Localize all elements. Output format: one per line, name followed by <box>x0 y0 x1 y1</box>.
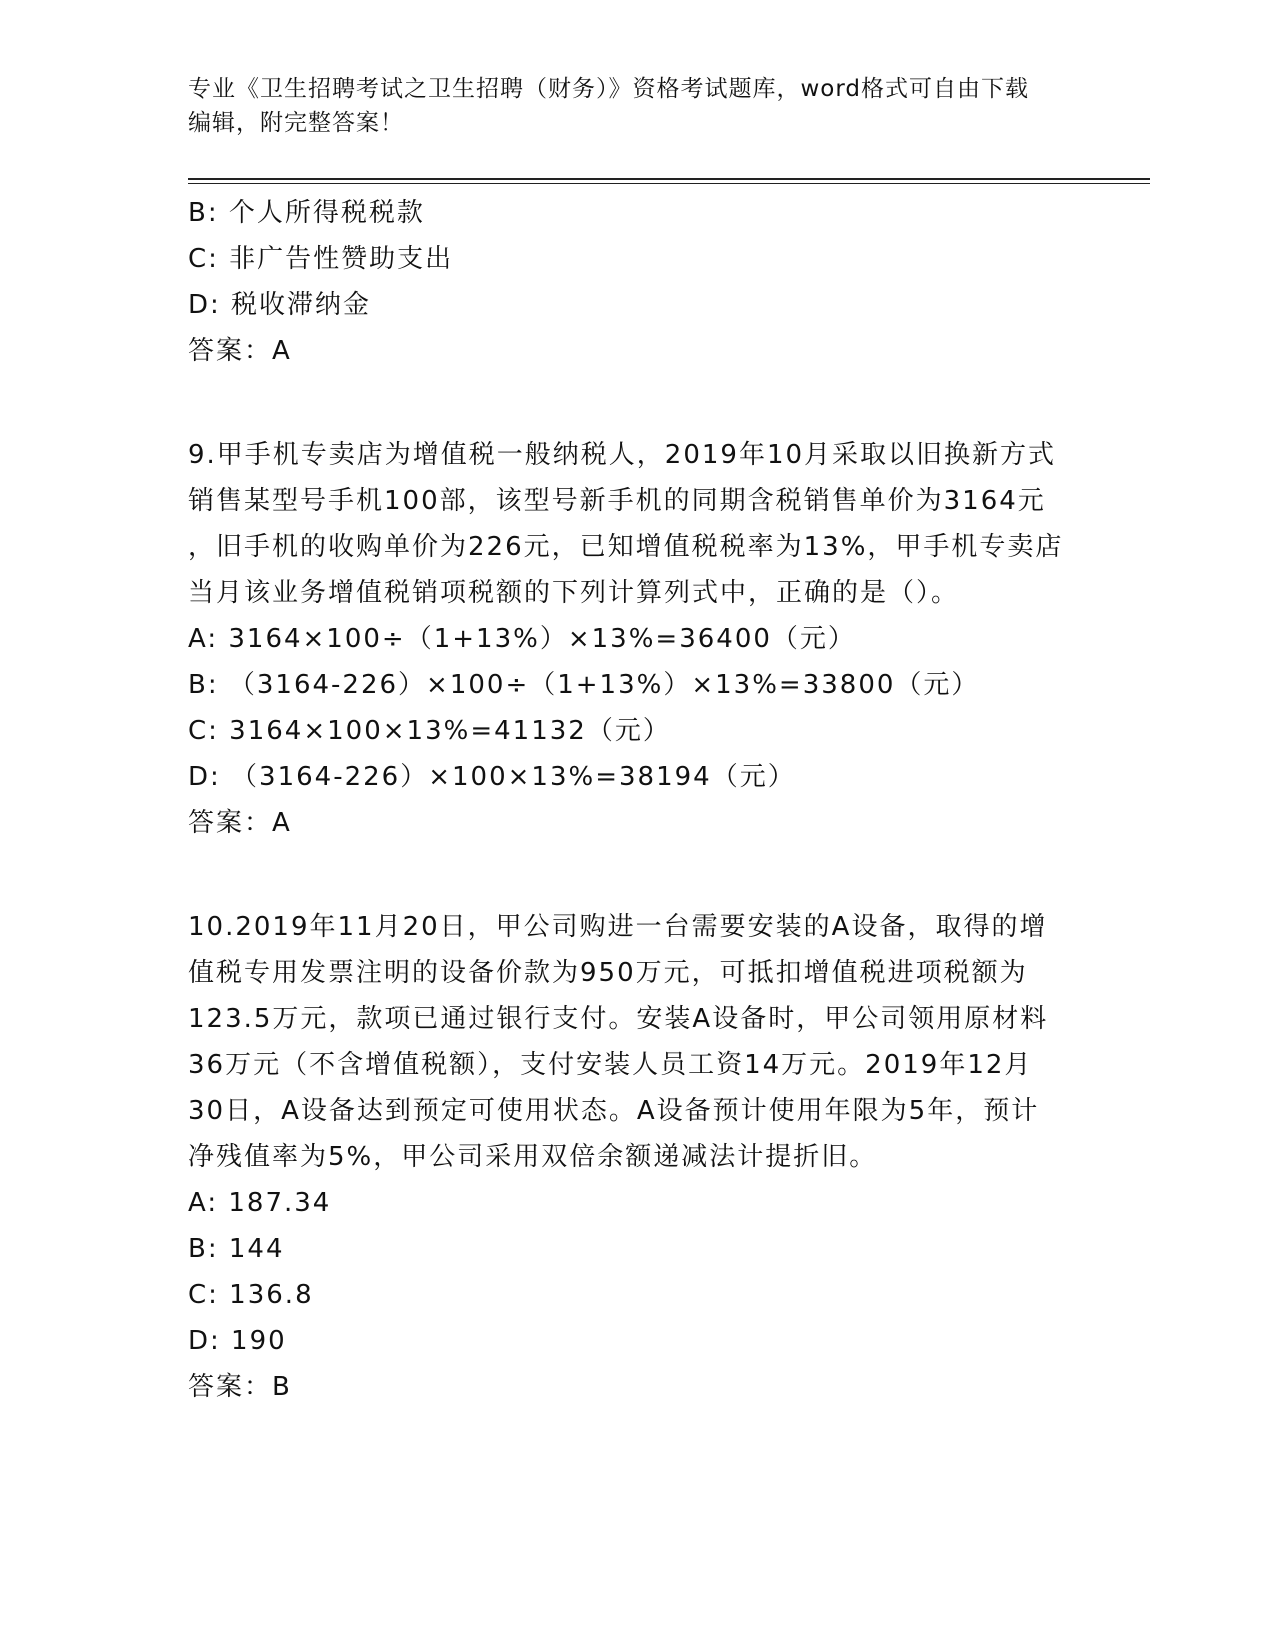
question-9 <box>188 432 1078 846</box>
option-c: C: 非广告性赞助支出 <box>188 244 454 274</box>
option-a: A: 3164×100÷（1+13%）×13%=36400（元） <box>188 624 856 654</box>
option-b: B: 个人所得税税款 <box>188 198 425 228</box>
answer: 答案：B <box>188 1372 292 1402</box>
spacer <box>188 846 1078 904</box>
header-divider <box>188 178 1150 180</box>
question-8 <box>188 190 1078 374</box>
question-text-line: 净残值率为5%，甲公司采用双倍余额递减法计提折旧。 <box>188 1142 878 1172</box>
option-b: B: 144 <box>188 1234 285 1264</box>
option-c: C: 3164×100×13%=41132（元） <box>188 716 671 746</box>
question-text-line: 当月该业务增值税销项税额的下列计算列式中，正确的是（）。 <box>188 578 960 608</box>
option-c: C: 136.8 <box>188 1280 314 1310</box>
document-body <box>188 190 1078 1410</box>
header-line-1: 专业《卫生招聘考试之卫生招聘（财务）》资格考试题库，word格式可自由下载 <box>188 76 1030 102</box>
question-text-line: 30日，A设备达到预定可使用状态。A设备预计使用年限为5年，预计 <box>188 1096 1040 1126</box>
question-text-line: 9.甲手机专卖店为增值税一般纳税人，2019年10月采取以旧换新方式 <box>188 440 1057 470</box>
answer: 答案：A <box>188 808 292 838</box>
option-a: A: 187.34 <box>188 1188 332 1218</box>
header-divider-thin <box>188 183 1150 184</box>
document-header <box>188 72 1068 140</box>
question-text-line: 36万元（不含增值税额），支付安装人员工资14万元。2019年12月 <box>188 1050 1033 1080</box>
question-text-line: 销售某型号手机100部，该型号新手机的同期含税销售单价为3164元 <box>188 486 1046 516</box>
option-b: B: （3164-226）×100÷（1+13%）×13%=33800（元） <box>188 670 980 700</box>
question-10 <box>188 904 1078 1410</box>
question-text-line: ，旧手机的收购单价为226元，已知增值税税率为13%，甲手机专卖店 <box>188 532 1064 562</box>
question-text-line: 10.2019年11月20日，甲公司购进一台需要安装的A设备，取得的增 <box>188 912 1048 942</box>
option-d: D: 税收滞纳金 <box>188 290 372 320</box>
question-text-line: 值税专用发票注明的设备价款为950万元，可抵扣增值税进项税额为 <box>188 958 1028 988</box>
option-d: D: 190 <box>188 1326 287 1356</box>
spacer <box>188 374 1078 432</box>
question-text-line: 123.5万元，款项已通过银行支付。安装A设备时，甲公司领用原材料 <box>188 1004 1049 1034</box>
header-line-2: 编辑，附完整答案！ <box>188 110 404 136</box>
answer: 答案：A <box>188 336 292 366</box>
option-d: D: （3164-226）×100×13%=38194（元） <box>188 762 796 792</box>
